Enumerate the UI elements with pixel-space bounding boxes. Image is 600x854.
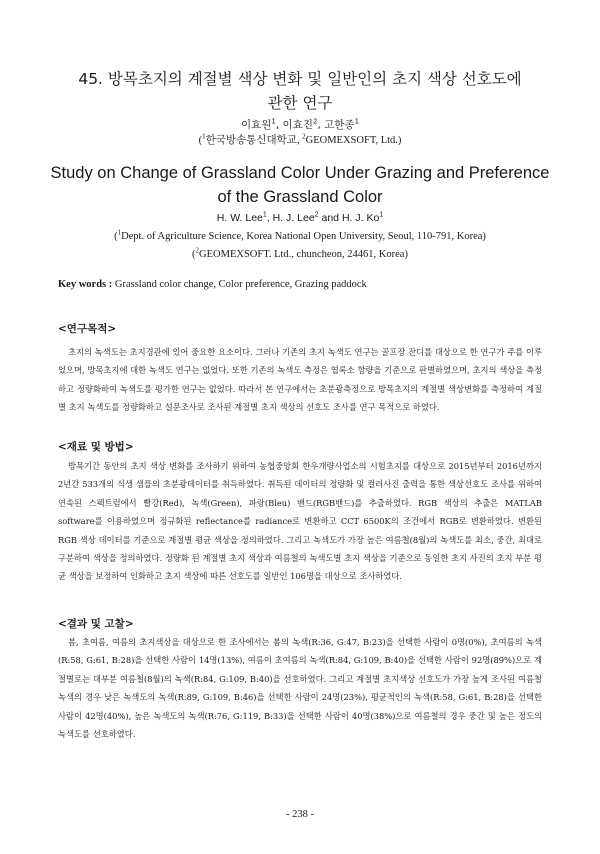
korean-author-list: 이효원$^1$, 이효진$^2$, 고한종$^1$ bbox=[240, 117, 360, 131]
author-name: 이효원 bbox=[240, 119, 272, 131]
section-heading-purpose: <연구목적> bbox=[58, 323, 117, 335]
author-affiliation-mark: 2 bbox=[314, 211, 319, 219]
keywords-label: Key words : bbox=[58, 279, 113, 290]
english-author-list: H. W. Lee$^1$, H. J. Lee$^2$ and H. J. Ko$^1$ bbox=[216, 211, 384, 224]
english-affiliation-1: ($^1$Dept. of Agriculture Science, Korea National Open University, Seoul, 110-791, Korea) bbox=[114, 228, 486, 242]
author-name: 고한종 bbox=[324, 119, 355, 131]
keywords bbox=[58, 278, 558, 292]
english-affiliation-2: ($^2$GEOMEXSOFT. Ltd., chuncheon, 24461, Korea) bbox=[192, 246, 408, 260]
section-body-results: 봄, 초여름, 여름의 초지색상을 대상으로 한 조사에서는 봄의 녹색(R:36, G:47, B:23)을 선택한 사람이 0명(0%), 초여름의 녹색(R:58, G:61, B:28)을 선택한 사람이 14명(13%), 여름이 초여름의 녹색(R:84, G:109, B:40)을 선택한 사람이 92명(89%)으로 계절별로는 대부분 여름철(8월)의 녹색(R:84, G:109, B:40)을 선호하였다. 그리고 계절별 초지색상 선호도가 가장 높게 조사된 여름철 녹색의 경우 낮은 녹색도의 녹색(R:89, G:109, B:46)을 선택한 사람이 24명(23%), 평균적인의 녹색(R:58, G:61, B:28)을 선택한 사람이 42명(40%), 높은 녹색도의 녹색(R:76, G:119, B:33)을 선택한 사람이 40명(38%)으로 여름철의 경우 중간 및 높은 정도의 녹색도를 선호하였다. bbox=[58, 637, 542, 740]
korean-affiliations: ($^1$한국방송통신대학교, $^2$GEOMEXSOFT, Ltd.) bbox=[198, 132, 402, 146]
author-affiliation-mark: 1 bbox=[379, 211, 384, 219]
author-affiliation-mark: 2 bbox=[312, 117, 318, 126]
affiliation-name: GEOMEXSOFT bbox=[305, 135, 376, 146]
author-affiliation-mark: 1 bbox=[354, 117, 360, 126]
korean-title-line-2: 관한 연구 bbox=[267, 94, 333, 112]
author-affiliation-mark: 1 bbox=[271, 117, 276, 126]
keywords-text: Grassland color change, Color preference, Grazing paddock bbox=[114, 279, 367, 290]
section-body-methods: 방목기간 동안의 초지 색상 변화를 조사하기 위하여 농협중앙회 한우개량사업소의 시험초지를 대상으로 2015년부터 2016년까지 2년간 533개의 식생 샘플의 초분광데이터를 취득하였다. 취득된 데이터의 정량화 및 컬러사진 출력을 통한 색상선호도 조사를 위하여 연속된 스펙트럼에서 빨강(Red), 녹색(Green), 파랑(Bleu) 밴드(RGB밴드)를 추출하였다. RGB 색상의 추출은 MATLAB software를 이용하였으며 정규화된 reflectance를 radiance로 변환하고 CCT 6500K의 조건에서 RGB로 변환하였다. 변환된 RGB 색상 데이터를 기준으로 계절별 평균 색상을 정의하였다. 그리고 녹색도가 가장 높은 여름철(8월)의 녹색도를 최소, 중간, 최대로 구분하여 색상을 정의하였다. 정량화 된 계절별 초지 색상과 여름철의 녹색도별 초지 색상을 기준으로 동일한 초지 사진의 초지 부분 평균 색상을 보정하여 인화하고 초지 색상에 따른 선호도를 일반인 106명을 대상으로 조사하였다. bbox=[58, 461, 542, 582]
author-name: H. J. Lee bbox=[272, 212, 315, 224]
affiliation-name: 한국방송통신대학교 bbox=[205, 135, 297, 146]
section-heading-results: <결과 및 고찰> bbox=[58, 618, 134, 630]
author-name: H. W. Lee bbox=[216, 212, 263, 224]
section-body-purpose: 초지의 녹색도는 초지경관에 있어 중요한 요소이다. 그러나 기존의 초지 녹색도 연구는 골프장 잔디를 대상으로 한 연구가 주를 이루었으며, 방목초지에 대한 녹색도 연구는 없었다. 또한 기존의 녹색도 측정은 엽록소 함량을 기준으로 판별하였으며, 초지의 색상을 측정하고 정량화하여 녹색도를 평가한 연구는 없었다. 따라서 본 연구에서는 초분광측정으로 방목초지의 계절별 색상변화를 측정하여 계절별 초지 녹색도를 정량화하고 설문조사로 조사된 계절별 초지 색상의 선호도 조사를 연구 목적으로 하였다. bbox=[58, 347, 542, 413]
english-title-line-2: of the Grassland Color bbox=[217, 188, 383, 206]
author-name: H. J. Ko bbox=[341, 212, 380, 224]
author-affiliation-mark: 1 bbox=[262, 211, 267, 219]
page-number: - 238 - bbox=[286, 809, 314, 820]
author-name: 이효진 bbox=[282, 119, 313, 131]
english-title-line-1: Study on Change of Grassland Color Under Grazing and Preference bbox=[50, 164, 550, 182]
section-heading-methods: <재료 및 방법> bbox=[58, 441, 134, 453]
korean-title-line-1: 45. 방목초지의 계절별 색상 변화 및 일반인의 초지 색상 선호도에 bbox=[78, 70, 522, 88]
